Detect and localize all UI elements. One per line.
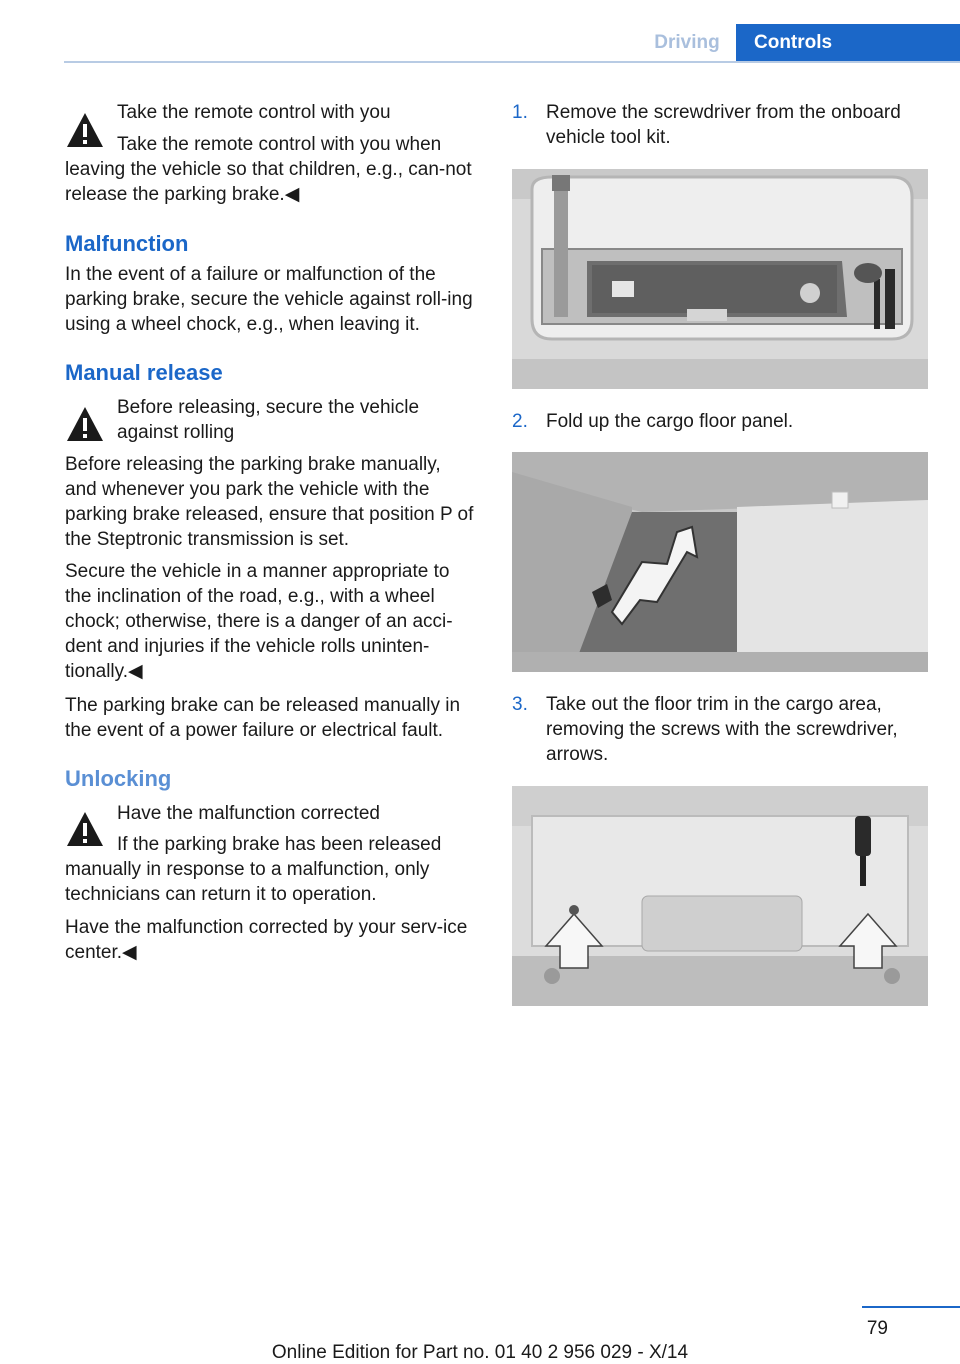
manual-release-p1: Before releasing the parking brake manually, and whenever you park the vehicle with the parking brake released, ensure that position P of the Steptronic transmission is set. [65,454,474,550]
header-chapter: Controls [736,24,960,62]
step-number: 3. [512,694,528,715]
manual-release-p3: The parking brake can be released manually in the event of a power failure or electrical fault. [65,695,461,741]
edition-line: Online Edition for Part no. 01 40 2 956 029 - X/14 [271,1342,689,1363]
warning-title: Have the malfunction corrected [117,803,380,824]
header-rule [64,61,960,63]
warning-malfunction-corrected [65,801,477,907]
footer-rule [862,1306,960,1308]
unlocking-p1: Have the malfunction corrected by your serv‐ice center.◀ [65,917,468,963]
warning-body: If the parking brake has been released manually in response to a malfunction, only technicians can return it to operation. [65,834,442,905]
step-1 [512,100,928,150]
step-text: Fold up the cargo floor panel. [546,411,794,432]
header-section: Driving [654,32,720,53]
warning-remote-control [65,100,477,207]
warning-rolling [65,395,477,445]
heading-manual-release: Manual release [65,360,223,385]
warning-triangle-icon [65,110,105,150]
tool-kit-photo [512,169,928,389]
manual-release-p2: Secure the vehicle in a manner appropriate to the inclination of the road, e.g., with a wheel chock; otherwise, there is a danger of an acci‐dent and injuries if the vehicle rolls uninten‐tionally.◀ [65,561,453,682]
warning-triangle-icon [65,809,105,849]
malfunction-text: In the event of a failure or malfunction of the parking brake, secure the vehicle against roll‐ing using a wheel chock, e.g., when leaving it. [65,264,473,335]
step-2 [512,409,928,434]
floor-trim-photo [512,786,928,1006]
cargo-floor-photo [512,452,928,672]
right-column [512,100,928,1006]
warning-triangle-icon [65,404,105,444]
warning-title: Before releasing, secure the vehicle against rolling [117,397,420,443]
step-number: 1. [512,102,528,123]
heading-unlocking: Unlocking [65,766,172,791]
page-number: 79 [866,1318,888,1339]
warning-body: Take the remote control with you when leaving the vehicle so that children, e.g., can‐not release the parking brake.◀ [65,134,472,205]
step-text: Take out the floor trim in the cargo area, removing the screws with the screwdriver, arrows. [546,694,898,765]
left-column [65,100,477,965]
step-3 [512,692,928,767]
heading-malfunction: Malfunction [65,231,189,256]
step-text: Remove the screwdriver from the onboard vehicle tool kit. [546,102,901,148]
warning-title: Take the remote control with you [117,102,391,123]
step-number: 2. [512,411,528,432]
